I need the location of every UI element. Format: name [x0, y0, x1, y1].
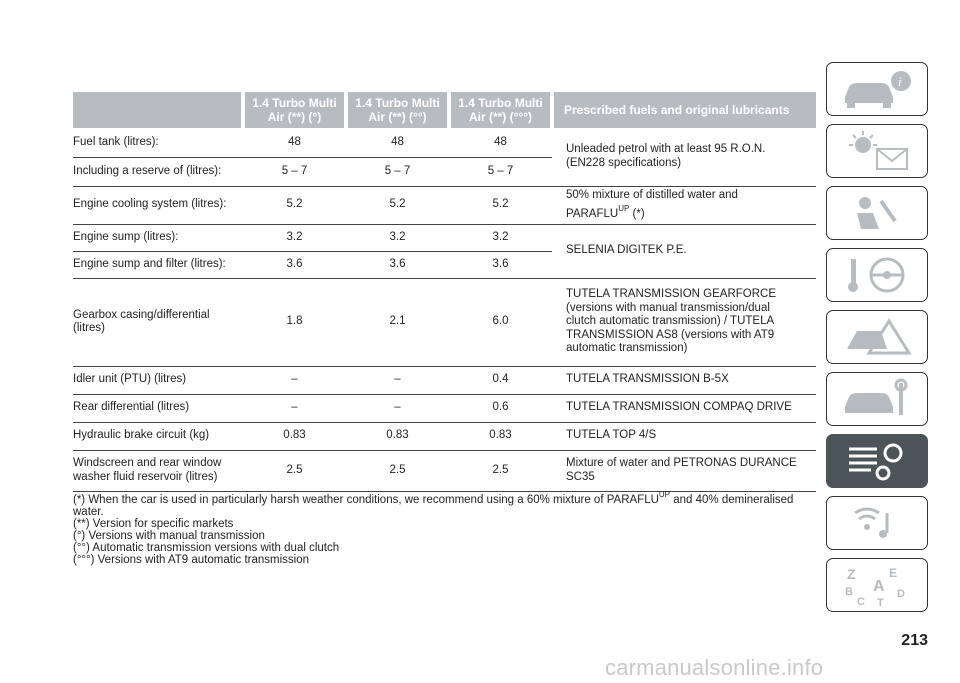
- row-value: 3.6: [243, 251, 346, 278]
- row-value: 0.83: [346, 422, 449, 450]
- multimedia-note-icon: [837, 501, 917, 545]
- specs-table: [73, 92, 816, 492]
- row-value: 5.2: [346, 186, 449, 224]
- row-label: Rear differential (litres): [73, 394, 243, 422]
- table-row: [73, 450, 816, 491]
- airbag-seat-icon: [837, 191, 917, 235]
- row-label: Engine sump (litres):: [73, 224, 243, 251]
- spec-list-gears-icon: [837, 439, 917, 483]
- row-value: 5.2: [449, 186, 552, 224]
- ptu-description: TUTELA TRANSMISSION B-5X: [552, 366, 816, 394]
- warning-triangle-icon: [837, 315, 917, 359]
- car-info-icon: [837, 67, 917, 111]
- table-row: [73, 366, 816, 394]
- tab-maintenance[interactable]: [826, 372, 928, 426]
- row-value: –: [243, 366, 346, 394]
- row-value: 3.2: [449, 224, 552, 251]
- svg-text:B: B: [845, 586, 853, 598]
- car-tools-icon: [837, 377, 917, 421]
- row-value: 3.2: [243, 224, 346, 251]
- row-label: Windscreen and rear window washer fluid reservoir (litres): [73, 450, 243, 491]
- row-value: 3.6: [346, 251, 449, 278]
- footnote-paraflu: (*) When the car is used in particularly harsh weather conditions, we recommend using a 60% mixture of $PARAFLU^{UP}$ and 40% demineralised water.: [73, 490, 794, 518]
- row-value: 0.83: [243, 422, 346, 450]
- row-label: Including a reserve of (litres):: [73, 157, 243, 186]
- cooling-description: 50% mixture of distilled water and $PARAFLU^{UP}$ (*): [552, 186, 816, 224]
- row-value: 2.5: [243, 450, 346, 491]
- key-steering-wheel-icon: [837, 253, 917, 297]
- sump-description: SELENIA DIGITEK P.E.: [552, 224, 816, 278]
- row-value: –: [243, 394, 346, 422]
- svg-text:T: T: [877, 597, 884, 607]
- tab-multimedia[interactable]: [826, 496, 928, 550]
- row-value: 0.6: [449, 394, 552, 422]
- row-value: 5 – 7: [449, 157, 552, 186]
- row-value: 0.83: [449, 422, 552, 450]
- row-value: 3.2: [346, 224, 449, 251]
- row-value: –: [346, 366, 449, 394]
- row-label: Engine sump and filter (litres):: [73, 251, 243, 278]
- table-row: [73, 278, 816, 366]
- row-label: Idler unit (PTU) (litres): [73, 366, 243, 394]
- row-value: 48: [243, 128, 346, 157]
- table-row: [73, 186, 816, 224]
- svg-text:C: C: [857, 596, 865, 607]
- row-value: 5 – 7: [243, 157, 346, 186]
- row-value: 48: [449, 128, 552, 157]
- svg-text:E: E: [889, 566, 898, 580]
- row-value: 2.5: [449, 450, 552, 491]
- row-label: Engine cooling system (litres):: [73, 186, 243, 224]
- alphabet-index-icon: [837, 563, 917, 607]
- header-blank: [73, 92, 243, 128]
- chapter-tabs: [826, 62, 928, 620]
- header-col3: 1.4 Turbo Multi Air (**) (°°°): [449, 92, 552, 128]
- footnote: (°°°) Versions with AT9 automatic transmission: [73, 554, 309, 566]
- row-label: Gearbox casing/differential (litres): [73, 278, 243, 366]
- brake-description: TUTELA TOP 4/S: [552, 422, 816, 450]
- row-label: Fuel tank (litres):: [73, 128, 243, 157]
- row-value: 1.8: [243, 278, 346, 366]
- footnote: (°°) Automatic transmission versions with dual clutch: [73, 542, 340, 554]
- row-value: –: [346, 394, 449, 422]
- table-row: [73, 128, 816, 157]
- gearbox-description: TUTELA TRANSMISSION GEARFORCE (versions with manual transmission/dual clutch automatic transmission) / TUTELA TRANSMISSION AS8 (versions with AT9 automatic transmission): [552, 278, 816, 366]
- table-header: [73, 92, 816, 128]
- tab-emergency[interactable]: [826, 310, 928, 364]
- tab-index[interactable]: [826, 558, 928, 612]
- footnote: (°) Versions with manual transmission: [73, 530, 265, 542]
- footnotes: [73, 489, 823, 566]
- table-row: [73, 422, 816, 450]
- tab-technical-specs[interactable]: [826, 434, 928, 488]
- row-value: 3.6: [449, 251, 552, 278]
- row-value: 5.2: [243, 186, 346, 224]
- tab-safety[interactable]: [826, 186, 928, 240]
- page-number: 213: [901, 632, 928, 649]
- header-prescribed: Prescribed fuels and original lubricants: [552, 92, 816, 128]
- row-label: Hydraulic brake circuit (kg): [73, 422, 243, 450]
- tab-car-info[interactable]: [826, 62, 928, 116]
- tab-starting-driving[interactable]: [826, 248, 928, 302]
- svg-text:Z: Z: [847, 566, 856, 582]
- header-col1: 1.4 Turbo Multi Air (**) (°): [243, 92, 346, 128]
- row-value: 6.0: [449, 278, 552, 366]
- fuel-description: Unleaded petrol with at least 95 R.O.N. (EN228 specifications): [552, 128, 816, 186]
- header-col2: 1.4 Turbo Multi Air (**) (°°): [346, 92, 449, 128]
- light-envelope-icon: [837, 129, 917, 173]
- row-value: 5 – 7: [346, 157, 449, 186]
- table-row: [73, 394, 816, 422]
- table-row: [73, 224, 816, 251]
- rear-diff-description: TUTELA TRANSMISSION COMPAQ DRIVE: [552, 394, 816, 422]
- watermark: carmanualsonline.info: [605, 655, 824, 680]
- svg-text:A: A: [873, 578, 885, 595]
- footnote: (**) Version for specific markets: [73, 518, 234, 530]
- svg-text:D: D: [897, 588, 905, 600]
- row-value: 2.5: [346, 450, 449, 491]
- row-value: 48: [346, 128, 449, 157]
- washer-description: Mixture of water and PETRONAS DURANCE SC35: [552, 450, 816, 491]
- row-value: 0.4: [449, 366, 552, 394]
- row-value: 2.1: [346, 278, 449, 366]
- tab-lights-messages[interactable]: [826, 124, 928, 178]
- svg-text:i: i: [898, 74, 902, 89]
